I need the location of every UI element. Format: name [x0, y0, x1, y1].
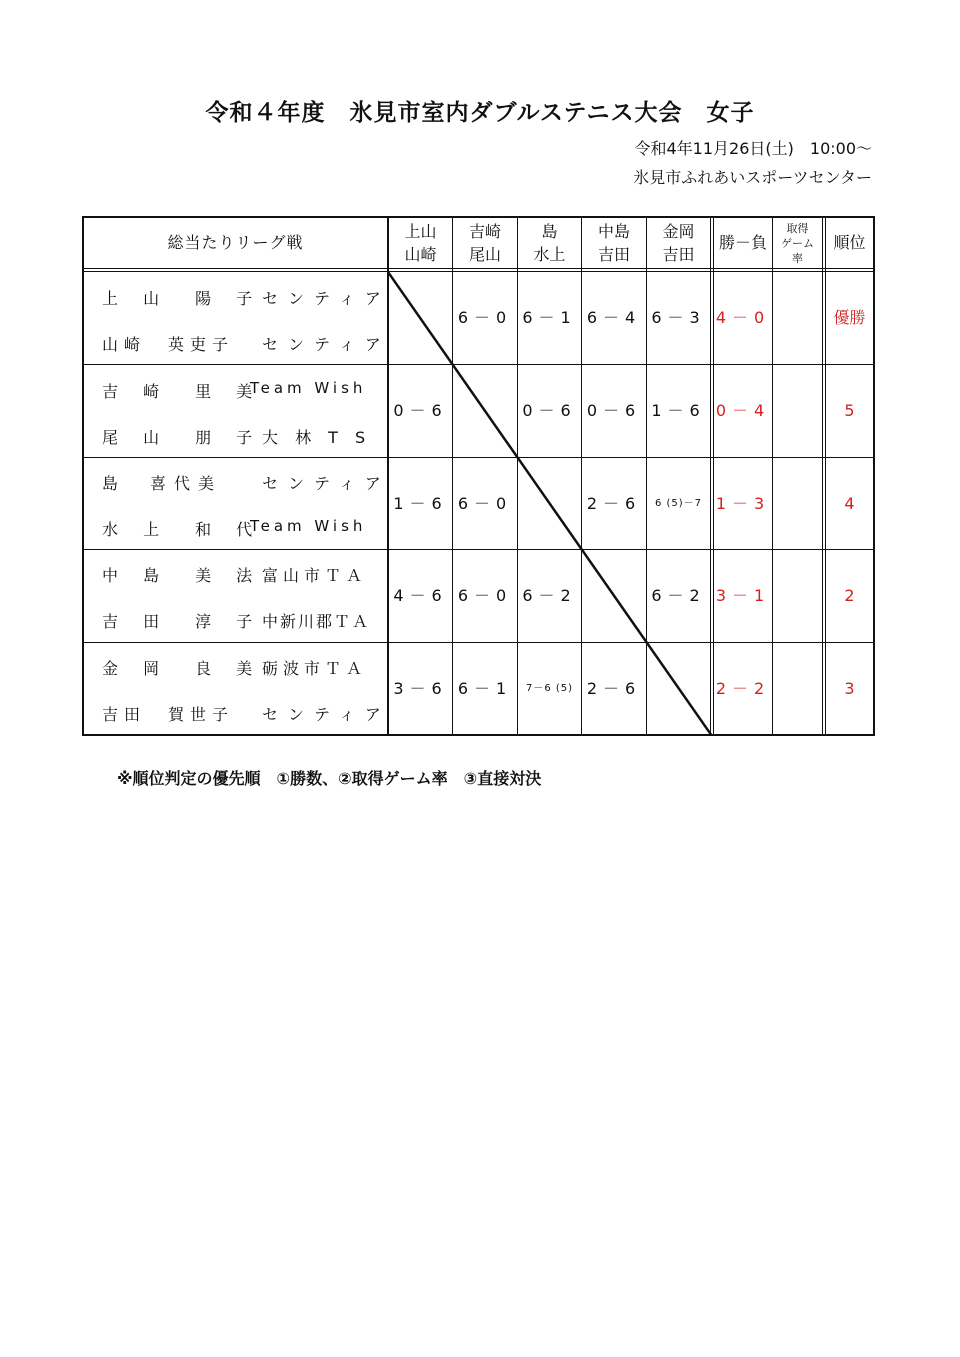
match-score: 1－6	[393, 493, 448, 513]
match-score: 1－6	[651, 401, 706, 420]
ranking-note: ※順位判定の優先順 ①勝数、②取得ゲーム率 ③直接対決	[117, 769, 542, 788]
match-score: 6－2	[651, 586, 706, 605]
match-score: 6－2	[522, 586, 577, 605]
event-date: 令和4年11月26日(土) 10:00～	[634, 139, 872, 158]
match-score: 6－3	[651, 308, 706, 327]
header-team-4-line2: 吉田	[597, 244, 630, 264]
header-rank: 順位	[833, 233, 866, 252]
match-score: 6－1	[522, 308, 577, 327]
player-name: 山崎 英吏子	[102, 335, 235, 354]
player-name: 金 岡 良 美	[102, 659, 263, 678]
rank-value: 優勝	[833, 308, 866, 327]
player-name: 吉 田 淳 子	[102, 612, 263, 631]
rank-value: 4	[844, 493, 855, 513]
rank-value: 5	[844, 401, 855, 420]
col-rule	[822, 216, 823, 736]
header-team-1	[389, 218, 452, 268]
header-team-1-line1: 上山	[404, 221, 437, 241]
header-team-3-line2: 水上	[533, 244, 566, 264]
header-team-3-line1: 島	[541, 221, 558, 241]
match-score: 2－6	[586, 678, 642, 698]
match-score: 6－0	[457, 493, 513, 513]
match-score: 6－1	[457, 678, 513, 698]
match-score: 7－6 (5)	[525, 682, 574, 694]
winloss-value: 2－2	[715, 678, 771, 698]
header-gamerate-line3: 率	[792, 251, 803, 265]
player-club: センティア	[262, 474, 391, 493]
header-team-4-line1: 中島	[597, 221, 630, 241]
event-venue: 氷見市ふれあいスポーツセンター	[633, 168, 872, 187]
header-team-1-line2: 山崎	[404, 244, 437, 264]
match-score: 6－0	[457, 308, 513, 327]
table-border-right	[873, 216, 875, 736]
winloss-value: 0－4	[715, 401, 771, 420]
player-name: 中 島 美 法	[102, 566, 263, 585]
match-score: 0－6	[393, 401, 448, 420]
player-club: 砺波市ＴＡ	[262, 659, 368, 678]
player-club: センティア	[262, 289, 391, 308]
winloss-value: 3－1	[715, 586, 771, 605]
player-club: 大 林 T S	[262, 428, 372, 447]
player-club: Team Wish	[250, 379, 367, 397]
header-team-2	[453, 218, 517, 268]
player-name: 上 山 陽 子	[102, 289, 263, 308]
match-score: 2－6	[586, 493, 642, 513]
match-score: 6－4	[586, 308, 642, 327]
player-club: Team Wish	[250, 517, 367, 535]
header-team-5	[647, 218, 710, 268]
col-rule	[772, 216, 773, 736]
winloss-value: 1－3	[715, 493, 771, 513]
header-team-2-line2: 尾山	[468, 244, 501, 264]
player-club: センティア	[262, 705, 391, 724]
winloss-value: 4－0	[715, 308, 771, 327]
header-gamerate-line2: ゲーム	[781, 236, 814, 250]
page-title: 令和４年度 氷見市室内ダブルステニス大会 女子	[205, 100, 755, 126]
header-team-3	[518, 218, 581, 268]
rank-value: 2	[844, 586, 855, 605]
league-table	[82, 216, 875, 736]
header-rule	[82, 268, 875, 269]
match-score: 6－0	[457, 586, 513, 605]
header-league: 総当たりリーグ戦	[167, 233, 304, 252]
rank-value: 3	[844, 678, 855, 698]
header-team-2-line1: 吉崎	[468, 221, 501, 241]
match-score: 0－6	[522, 401, 577, 420]
player-club: センティア	[262, 335, 391, 354]
header-gamerate-line1: 取得	[786, 221, 809, 235]
header-team-4	[582, 218, 646, 268]
header-team-5-line1: 金岡	[662, 221, 695, 241]
player-name: 水 上 和 代	[102, 520, 263, 539]
table-border-left	[82, 216, 84, 736]
player-name: 尾 山 朋 子	[102, 428, 263, 447]
match-score: 6 (5)－7	[654, 497, 703, 509]
player-club: 中新川郡ＴＡ	[262, 612, 371, 631]
header-winloss: 勝－負	[718, 233, 767, 252]
player-club: 富山市ＴＡ	[262, 566, 368, 585]
player-name: 吉田 賀世子	[102, 705, 235, 724]
player-name: 吉 崎 里 美	[102, 382, 263, 401]
header-gamerate	[773, 216, 822, 270]
header-team-5-line2: 吉田	[662, 244, 695, 264]
player-name: 島 喜代美	[102, 474, 223, 493]
match-score: 0－6	[586, 401, 642, 420]
match-score: 3－6	[393, 678, 448, 698]
match-score: 4－6	[393, 586, 448, 605]
